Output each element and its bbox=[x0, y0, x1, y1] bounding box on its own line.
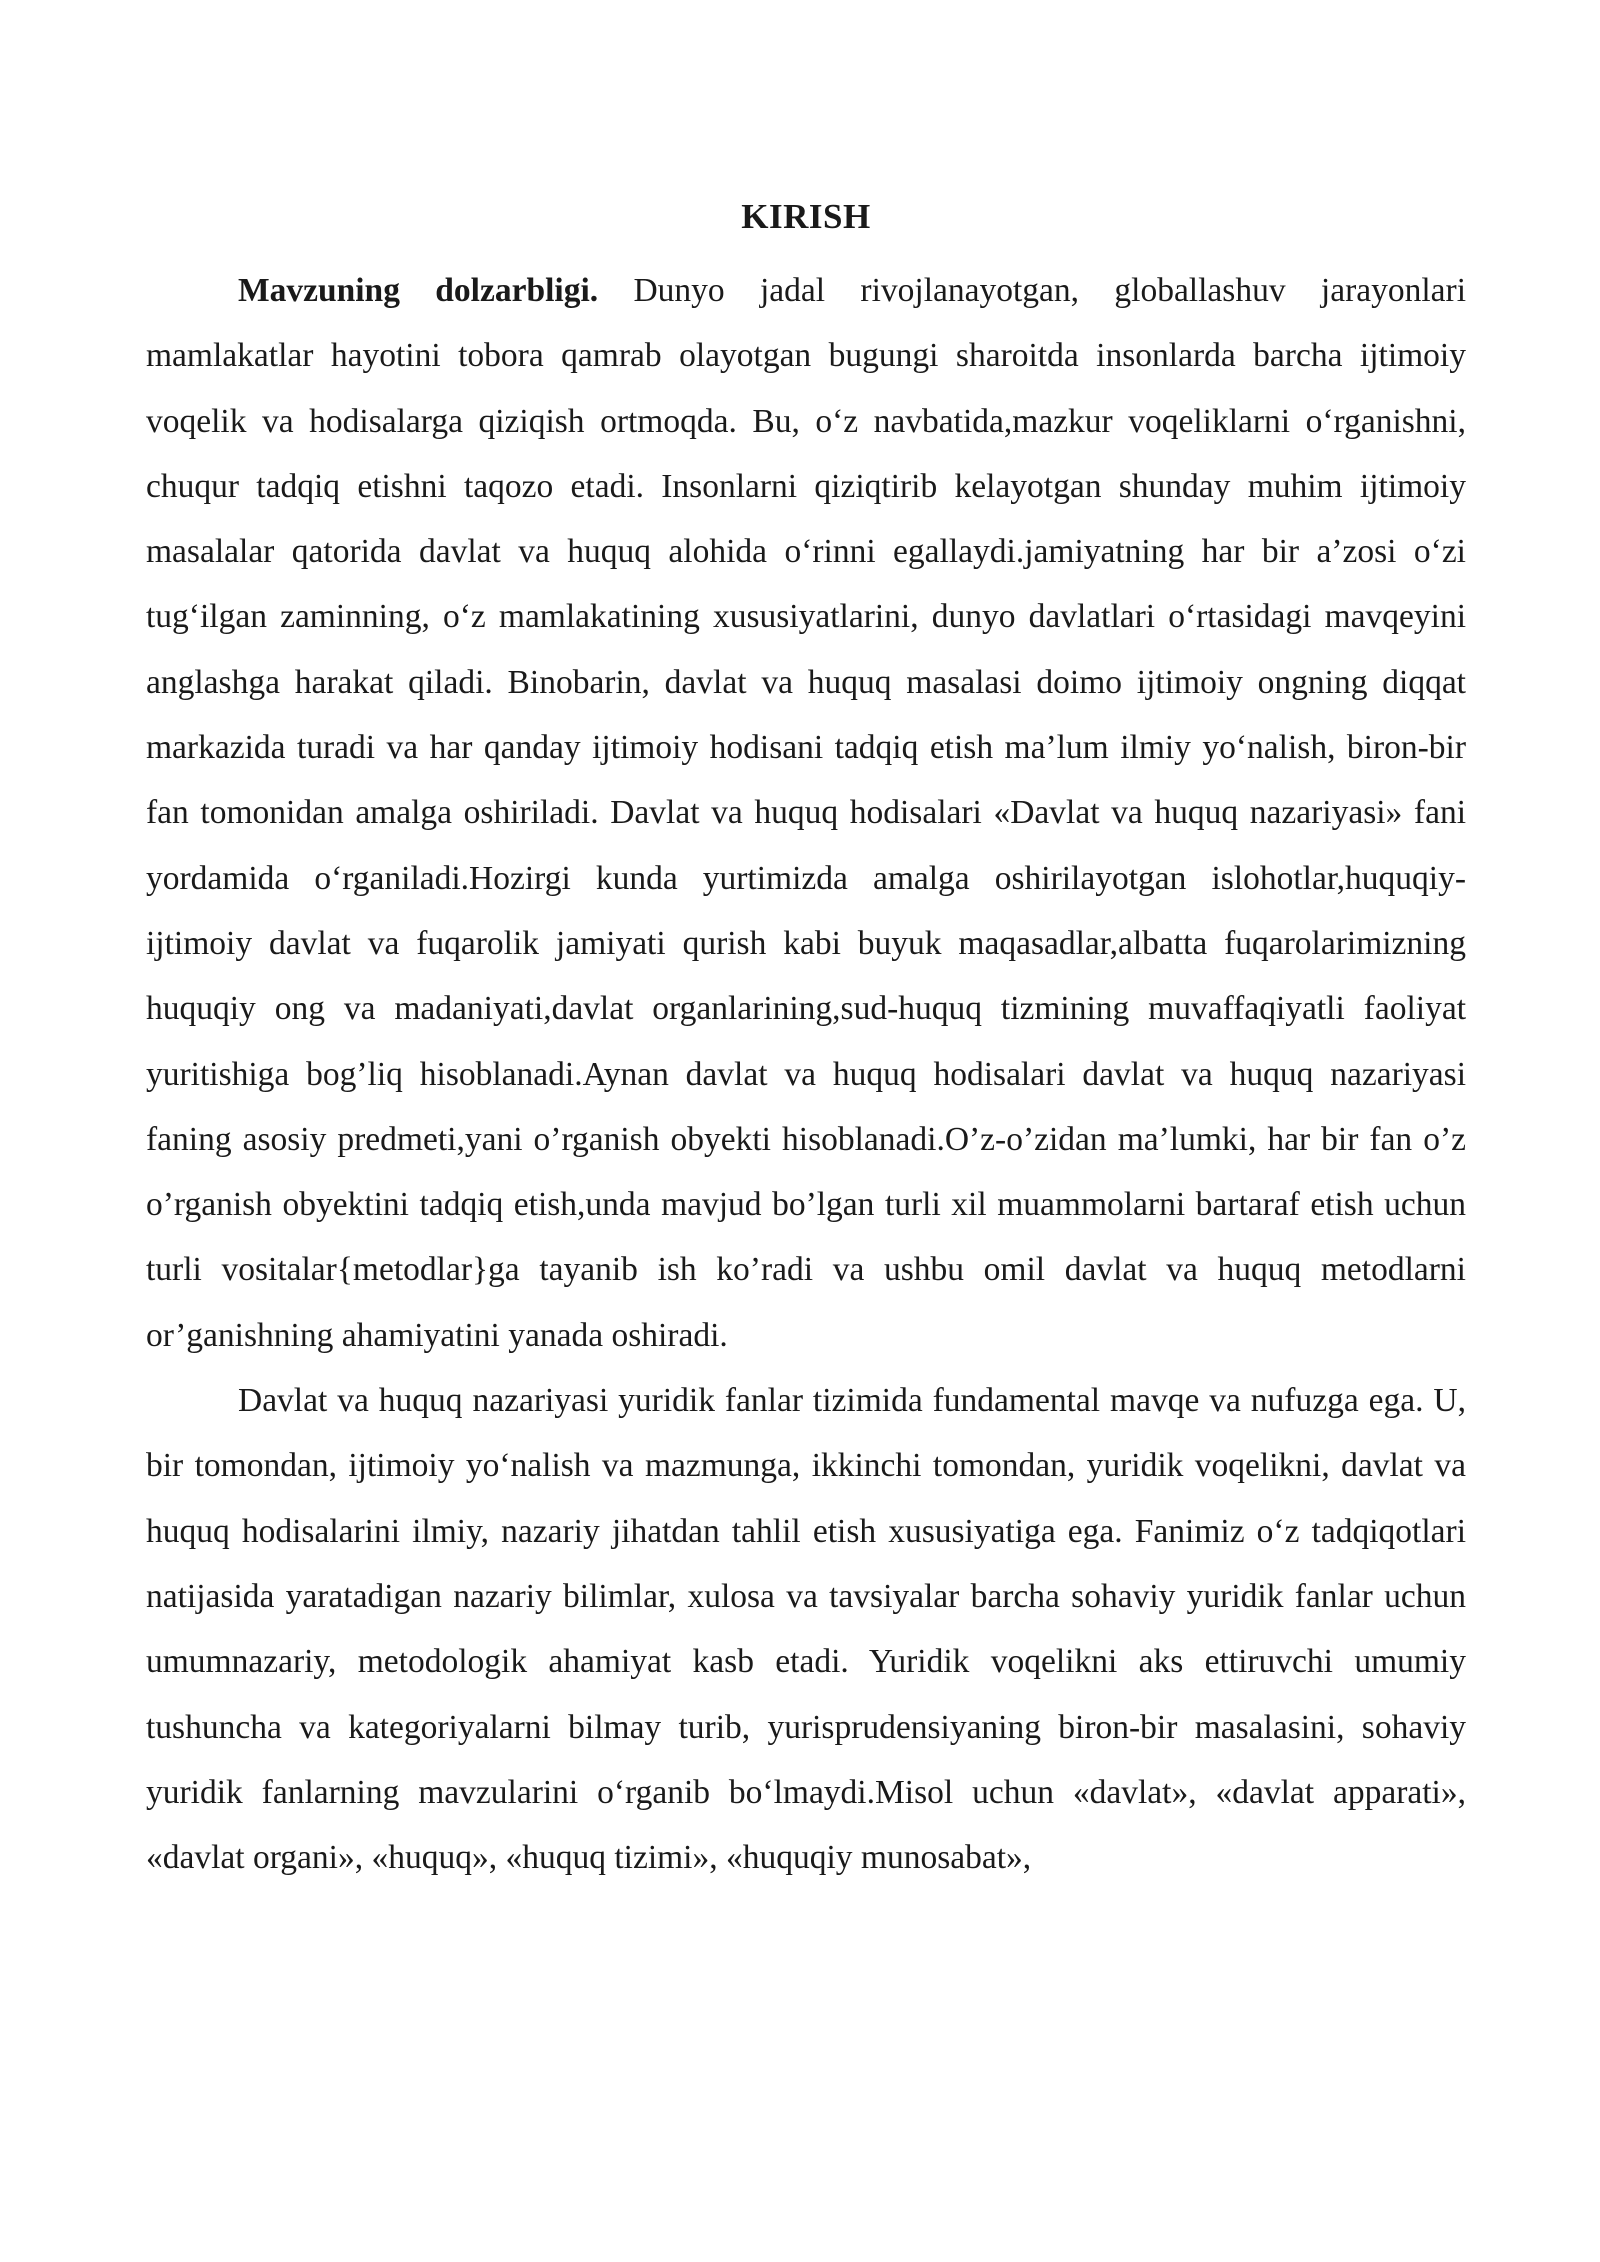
paragraph-text: Dunyo jadal rivojlanayotgan, globallashuv jarayonlari mamlakatlar hayotini tobora qamrab olayotgan bugungi sharoitda insonlarda barcha ijtimoiy voqelik va hodisalarga qiziqish ortmoqda. Bu, oʻz navbatida,mazkur voqeliklarni oʻrganishni, chuqur tadqiq etishni taqozo etadi. Insonlarni qiziqtirib kelayotgan shunday muhim ijtimoiy masalalar qatorida davlat va huquq alohida oʻrinni egallaydi.jamiyatning har bir a’zosi oʻzi tugʻilgan zaminning, oʻz mamlakatining xususiyatlarini, dunyo davlatlari oʻrtasidagi mavqeyini anglashga harakat qiladi. Binobarin, davlat va huquq masalasi doimo ijtimoiy ongning diqqat markazida turadi va har qanday ijtimoiy hodisani tadqiq etish ma’lum ilmiy yoʻnalish, biron-bir fan tomonidan amalga oshiriladi. Davlat va huquq hodisalari «Davlat va huquq nazariyasi» fani yordamida oʻrganiladi.Hozirgi kunda yurtimizda amalga oshirilayotgan islohotlar,huquqiy-ijtimoiy davlat va fuqarolik jamiyati qurish kabi buyuk maqasadlar,albatta fuqarolarimizning huquqiy ong va madaniyati,davlat organlarining,sud-huquq tizmining muvaffaqiyatli faoliyat yuritishiga bog’liq hisoblanadi.Aynan davlat va huquq hodisalari davlat va huquq nazariyasi faning asosiy predmeti,yani o’rganish obyekti hisoblanadi.O’z-o’zidan ma’lumki, har bir fan o’z o’rganish obyektini tadqiq etish,unda mavjud bo’lgan turli xil muammolarni bartaraf etish uchun turli vositalar{metodlar}ga tayanib ish ko’radi va ushbu omil davlat va huquq metodlarni or’ganishning ahamiyatini yanada oshiradi. bbox=[146, 272, 1467, 1354]
paragraph-text: Davlat va huquq nazariyasi yuridik fanlar tizimida fundamental mavqe va nufuzga ega. U, bir tomondan, ijtimoiy yoʻnalish va mazmunga, ikkinchi tomondan, yuridik voqelikni, davlat va huquq hodisalarini ilmiy, nazariy jihatdan tahlil etish xususiyatiga ega. Fanimiz oʻz tadqiqotlari natijasida yaratadigan nazariy bilimlar, xulosa va tavsiyalar barcha sohaviy yuridik fanlar uchun umumnazariy, metodologik ahamiyat kasb etadi. Yuridik voqelikni aks ettiruvchi umumiy tushuncha va kategoriyalarni bilmay turib, yurisprudensiyaning biron-bir masalasini, sohaviy yuridik fanlarning mavzularini oʻrganib boʻlmaydi.Misol uchun «davlat», «davlat apparati», «davlat organi», «huquq», «huquq tizimi», «huquqiy munosabat», bbox=[146, 1382, 1466, 1877]
document-page bbox=[146, 190, 1466, 1890]
paragraph-lead: Mavzuning dolzarbligi. bbox=[238, 272, 599, 309]
paragraph-theory bbox=[146, 1368, 1466, 1890]
paragraph-relevance bbox=[146, 258, 1466, 1368]
document-title: KIRISH bbox=[741, 197, 871, 236]
